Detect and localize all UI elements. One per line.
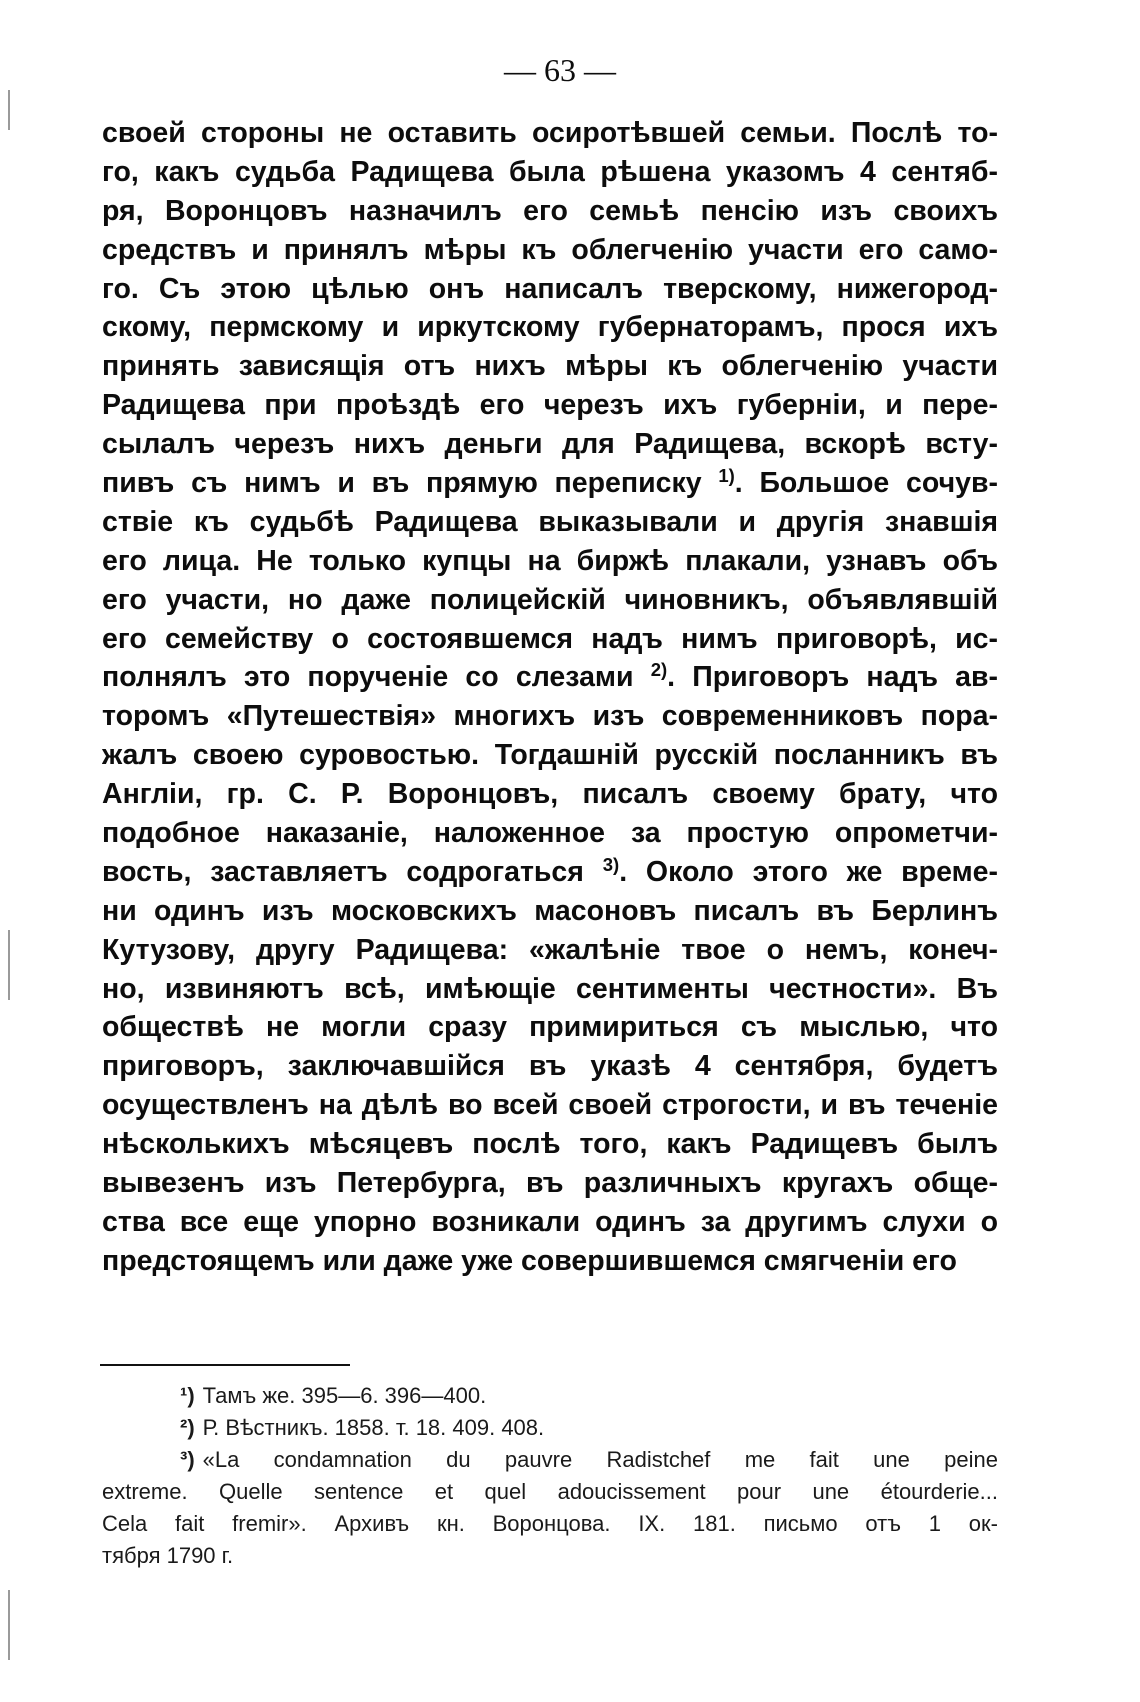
text-line: его семейству о состоявшемся надъ нимъ приговорѣ, ис- (102, 622, 998, 655)
footnote-ref-3: 3) (602, 853, 620, 875)
text-line-part: вость, заставляетъ содрогаться (102, 855, 584, 888)
text-line-part: полнялъ это порученіе со слезами (102, 661, 634, 694)
text-line: вывезенъ изъ Петербурга, въ различныхъ кругахъ обще- (102, 1167, 998, 1200)
footnote-2 (102, 1412, 998, 1444)
text-line (102, 853, 998, 892)
text-line: его участи, но даже полицейскій чиновникъ, объявлявшій (102, 583, 998, 616)
footnote-3 (102, 1444, 998, 1476)
text-line-part: . Большое сочув- (734, 467, 998, 500)
text-line: жалъ своею суровостью. Тогдашній русскій посланникъ въ (102, 739, 998, 772)
footnote-1 (102, 1380, 998, 1412)
text-line: подобное наказаніе, наложенное за простую опрометчи- (102, 817, 998, 850)
footnote-ref-2: 2) (650, 659, 668, 681)
text-line: торомъ «Путешествія» многихъ изъ современниковъ пора- (102, 700, 998, 733)
text-line: го. Съ этою цѣлью онъ написалъ тверскому, нижегород- (102, 272, 998, 305)
text-line-part: пивъ съ нимъ и въ прямую переписку (102, 467, 702, 500)
text-line: скому, пермскому и иркутскому губернаторамъ, прося ихъ (102, 311, 998, 344)
text-line: ни одинъ изъ московскихъ масоновъ писалъ въ Берлинъ (102, 894, 998, 927)
text-line: принять зависящія отъ нихъ мѣры къ облегченію участи (102, 350, 998, 383)
text-line: ства все еще упорно возникали одинъ за другимъ слухи о (102, 1205, 998, 1238)
page-number: — 63 — (504, 52, 616, 88)
footnote-mark: ¹) (180, 1383, 195, 1408)
scan-edge-mark (8, 930, 10, 1000)
text-line: его лица. Не только купцы на биржѣ плакали, узнавъ объ (102, 544, 998, 577)
footnote-ref-1: 1) (718, 464, 735, 486)
text-line: сылалъ черезъ нихъ деньги для Радищева, вскорѣ всту- (102, 428, 998, 461)
footnote-text: Р. Вѣстникъ. 1858. т. 18. 409. 408. (202, 1415, 545, 1440)
text-line: обществѣ не могли сразу примириться съ мыслью, что (102, 1011, 998, 1044)
text-line: Англіи, гр. С. Р. Воронцовъ, писалъ своему брату, что (102, 778, 998, 811)
text-line: нѣсколькихъ мѣсяцевъ послѣ того, какъ Радищевъ былъ (102, 1128, 998, 1161)
text-line: средствъ и принялъ мѣры къ облегченію участи его само- (102, 233, 998, 266)
footnote-text: Тамъ же. 395—6. 396—400. (202, 1383, 487, 1408)
footnote-mark: ³) (180, 1447, 195, 1472)
scan-edge-mark (8, 90, 10, 130)
text-line: ря, Воронцовъ назначилъ его семьѣ пенсію изъ своихъ (102, 194, 998, 227)
text-line: своей стороны не оставить осиротѣвшей семьи. Послѣ то- (102, 117, 998, 149)
text-line: осуществленъ на дѣлѣ во всей своей строгости, и въ теченіе (102, 1089, 998, 1122)
text-line: ствіе къ судьбѣ Радищева выказывали и другія знавшія (102, 505, 998, 538)
text-line: го, какъ судьба Радищева была рѣшена указомъ 4 сентяб- (102, 155, 998, 188)
body-paragraph (102, 114, 998, 1281)
footnote-mark: ²) (180, 1415, 195, 1440)
text-line (102, 658, 998, 697)
text-line: предстоящемъ или даже уже совершившемся смягченіи его (102, 1244, 957, 1277)
footnote-3-line: Cela fait fremir». Архивъ кн. Воронцова. IX. 181. письмо отъ 1 ок- (102, 1511, 998, 1536)
text-line: но, извиняютъ всѣ, имѣющіе сентименты честности». Въ (102, 972, 998, 1005)
text-line: приговоръ, заключавшійся въ указѣ 4 сентября, будетъ (102, 1050, 998, 1083)
footnote-text: «La condamnation du pauvre Radistchef me fait une peine (202, 1447, 998, 1472)
text-line (102, 464, 998, 503)
text-line: Радищева при проѣздѣ его черезъ ихъ губерніи, и пере- (102, 389, 998, 422)
footnote-3-line: тября 1790 г. (102, 1543, 234, 1568)
footnote-3-line: extreme. Quelle sentence et quel adoucissement pour une étourderie... (102, 1479, 998, 1504)
text-line-part: . Около этого же време- (619, 855, 998, 888)
footnotes (102, 1380, 998, 1572)
footnote-separator (100, 1364, 350, 1366)
text-line: Кутузову, другу Радищева: «жалѣніе твое о немъ, конеч- (102, 933, 998, 966)
scan-edge-mark (8, 1590, 10, 1660)
text-line-part: . Приговоръ надъ ав- (667, 661, 998, 694)
